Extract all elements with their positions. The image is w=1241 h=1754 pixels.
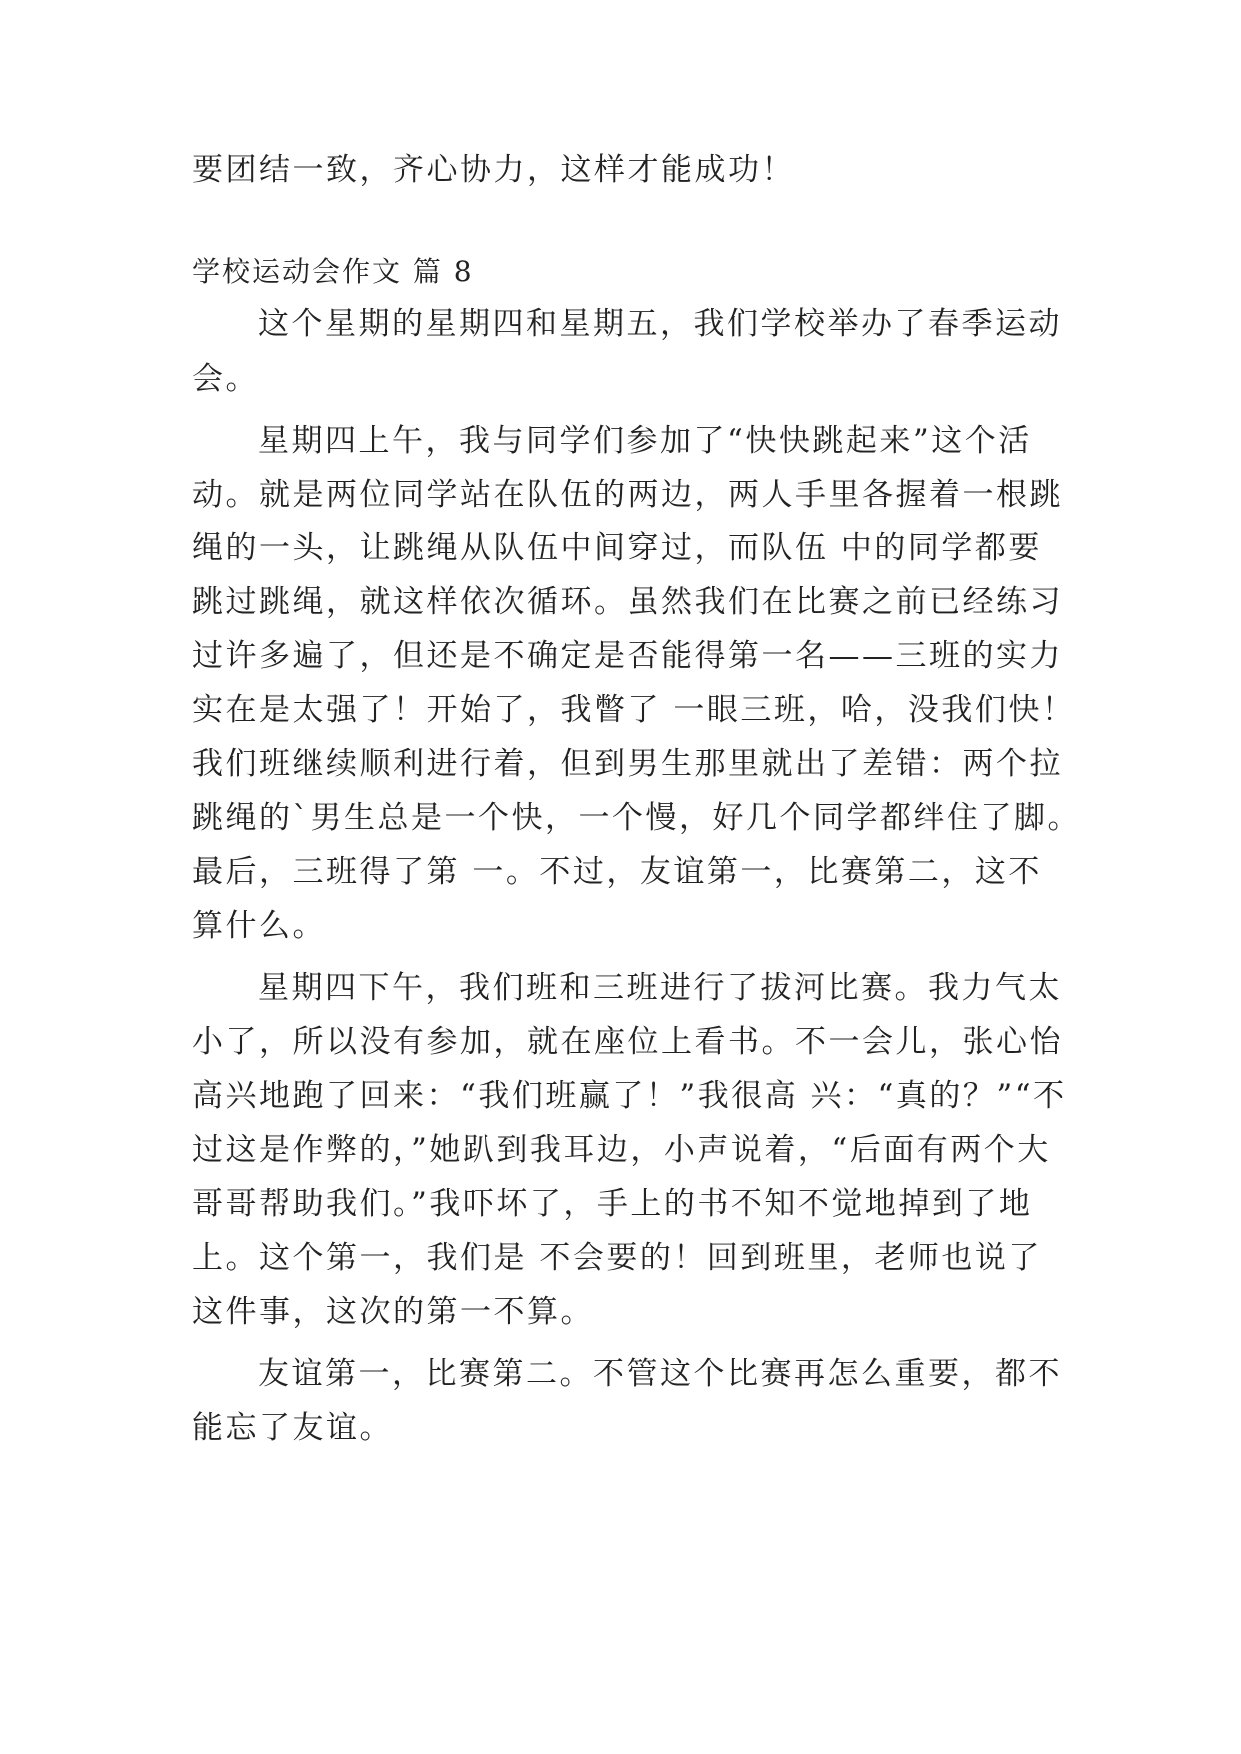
paragraph-line: 会。 — [192, 361, 259, 397]
paragraph-line: 友谊第一，比赛第二。不管这个比赛再怎么重要，都不 — [258, 1356, 1062, 1392]
paragraph-line: 星期四上午，我与同学们参加了“快快跳起来”这个活 — [258, 423, 1032, 459]
paragraph-line: 我们班继续顺利进行着，但到男生那里就出了差错：两个拉 — [192, 746, 1063, 782]
paragraph-line: 过许多遍了，但还是不确定是否能得第一名——三班的实力 — [192, 638, 1063, 674]
paragraph-line: 实在是太强了！开始了，我瞥了 一眼三班，哈，没我们快！ — [192, 692, 1076, 728]
paragraph-line: 能忘了友谊。 — [192, 1410, 393, 1446]
paragraph-line: 算什么。 — [192, 908, 326, 944]
section-heading: 学校运动会作文 篇 8 — [192, 255, 474, 288]
paragraph-line: 小了，所以没有参加，就在座位上看书。不一会儿，张心怡 — [192, 1024, 1063, 1060]
paragraph-line: 这件事，这次的第一不算。 — [192, 1294, 594, 1330]
paragraph-line: 跳绳的`男生总是一个快，一个慢，好几个同学都绊住了脚。 — [192, 800, 1081, 836]
paragraph-line: 哥哥帮助我们。”我吓坏了，手上的书不知不觉地掉到了地 — [192, 1186, 1033, 1222]
paragraph-line: 要团结一致，齐心协力，这样才能成功！ — [192, 152, 795, 188]
paragraph-line: 最后，三班得了第 一。不过，友谊第一，比赛第二，这不 — [192, 854, 1042, 890]
paragraph-line: 星期四下午，我们班和三班进行了拔河比赛。我力气太 — [258, 970, 1062, 1006]
paragraph-line: 跳过跳绳，就这样依次循环。虽然我们在比赛之前已经练习 — [192, 584, 1063, 620]
paragraph-line: 上。这个第一，我们是 不会要的！回到班里，老师也说了 — [192, 1240, 1042, 1276]
paragraph-line: 过这是作弊的，”她趴到我耳边，小声说着，“后面有两个大 — [192, 1132, 1051, 1168]
paragraph-line: 绳的一头，让跳绳从队伍中间穿过，而队伍 中的同学都要 — [192, 530, 1042, 566]
paragraph-line: 动。就是两位同学站在队伍的两边，两人手里各握着一根跳 — [192, 477, 1063, 513]
paragraph-line: 这个星期的星期四和星期五，我们学校举办了春季运动 — [258, 306, 1062, 342]
paragraph-line: 高兴地跑了回来：“我们班赢了！”我很高 兴：“真的？”“不 — [192, 1078, 1067, 1114]
